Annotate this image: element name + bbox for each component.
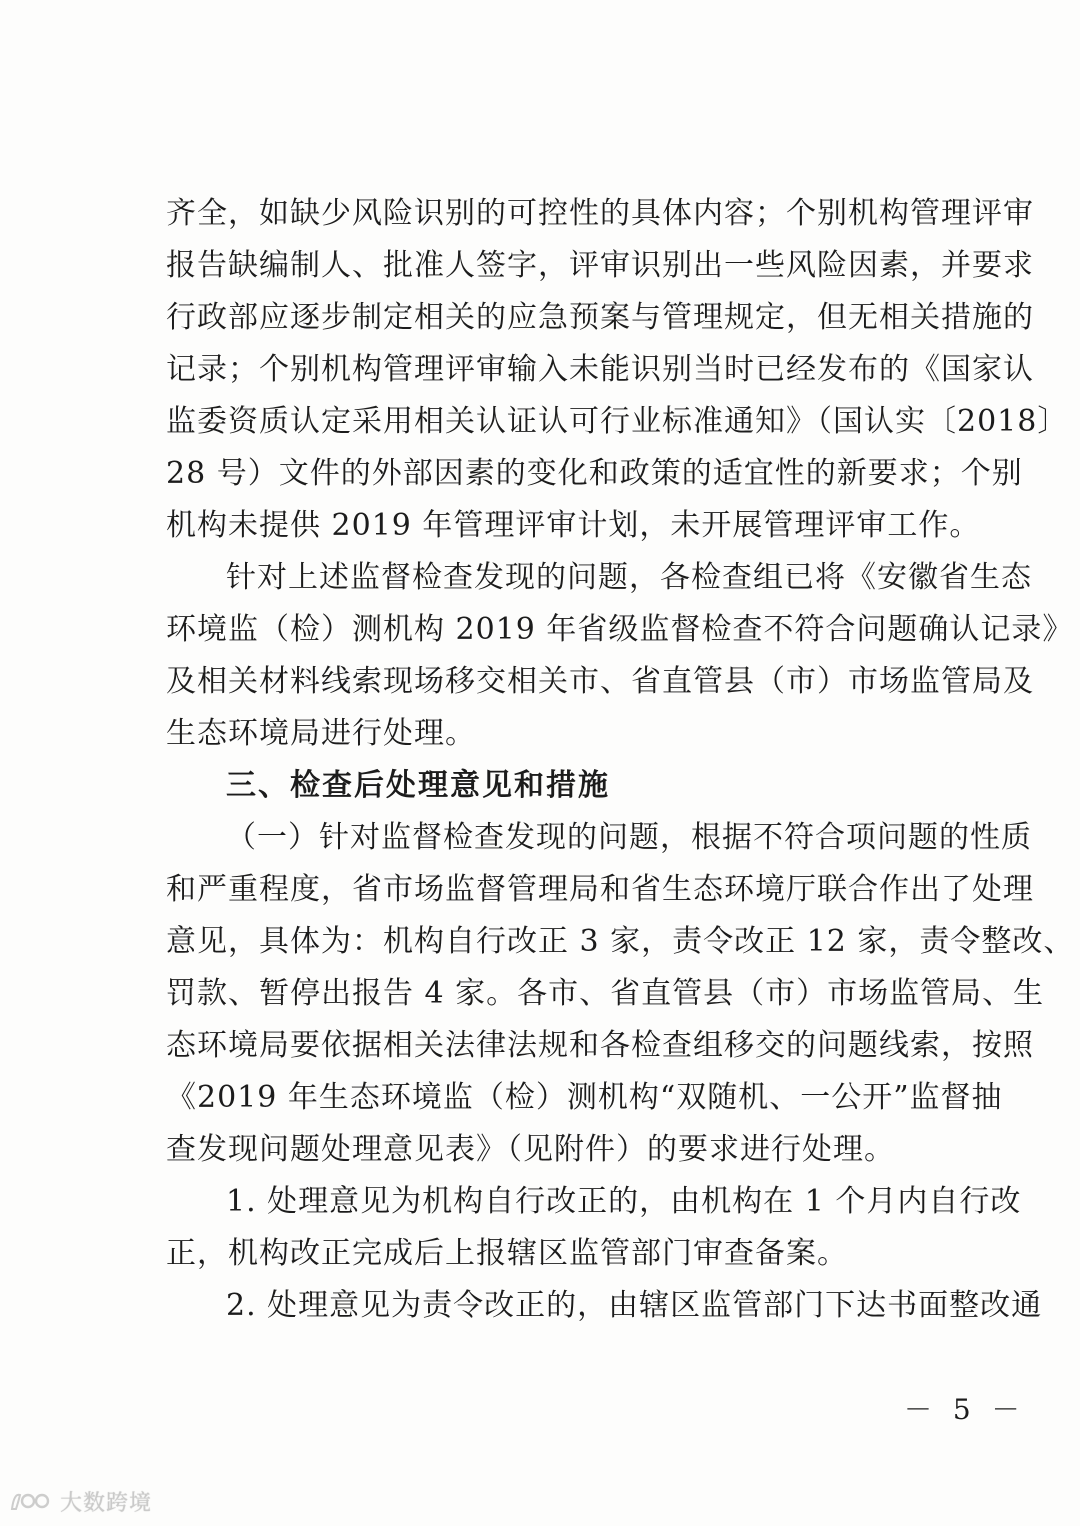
body-line: 环境监（检）测机构 2019 年省级监督检查不符合问题确认记录》 xyxy=(166,612,1074,647)
paragraph-first-line: 针对上述监督检查发现的问题，各检查组已将《安徽省生态 xyxy=(226,560,1032,595)
watermark-text: 大数跨境 xyxy=(60,1490,153,1516)
body-line: 罚款、暂停出报告 4 家。各市、省直管县（市）市场监管局、生 xyxy=(166,976,1045,1011)
body-line: 28 号）文件的外部因素的变化和政策的适宜性的新要求；个别 xyxy=(166,456,1023,491)
body-line: 及相关材料线索现场移交相关市、省直管县（市）市场监管局及 xyxy=(166,664,1034,699)
body-line: 监委资质认定采用相关认证认可行业标准通知》（国认实〔2018〕 xyxy=(166,404,1069,439)
section-heading: 三、检查后处理意见和措施 xyxy=(226,768,610,803)
body-line: 正，机构改正完成后上报辖区监管部门审查备案。 xyxy=(166,1236,848,1271)
body-line: 记录；个别机构管理评审输入未能识别当时已经发布的《国家认 xyxy=(166,352,1034,387)
page-number: － 5 － xyxy=(904,1393,1026,1426)
dashuju-logo-icon xyxy=(8,1487,54,1515)
watermark xyxy=(8,1484,152,1518)
body-line: 报告缺编制人、批准人签字，评审识别出一些风险因素，并要求 xyxy=(166,248,1034,283)
body-line: 查发现问题处理意见表》（见附件）的要求进行处理。 xyxy=(166,1132,895,1167)
body-line: 意见，具体为：机构自行改正 3 家，责令改正 12 家，责令整改、 xyxy=(166,924,1075,959)
body-line: 态环境局要依据相关法律法规和各检查组移交的问题线索，按照 xyxy=(166,1028,1034,1063)
paragraph-first-line: 2. 处理意见为责令改正的，由辖区监管部门下达书面整改通 xyxy=(226,1288,1043,1323)
body-line: 和严重程度，省市场监督管理局和省生态环境厅联合作出了处理 xyxy=(166,872,1034,907)
body-line: 齐全，如缺少风险识别的可控性的具体内容；个别机构管理评审 xyxy=(166,196,1034,231)
body-line: 机构未提供 2019 年管理评审计划，未开展管理评审工作。 xyxy=(166,508,981,543)
paragraph-first-line: （一）针对监督检查发现的问题，根据不符合项问题的性质 xyxy=(226,820,1032,855)
body-line: 行政部应逐步制定相关的应急预案与管理规定，但无相关措施的 xyxy=(166,300,1034,335)
body-line: 《2019 年生态环境监（检）测机构“双随机、一公开”监督抽 xyxy=(166,1080,1003,1115)
body-line: 生态环境局进行处理。 xyxy=(166,716,476,751)
paragraph-first-line: 1. 处理意见为机构自行改正的，由机构在 1 个月内自行改 xyxy=(226,1184,1022,1219)
